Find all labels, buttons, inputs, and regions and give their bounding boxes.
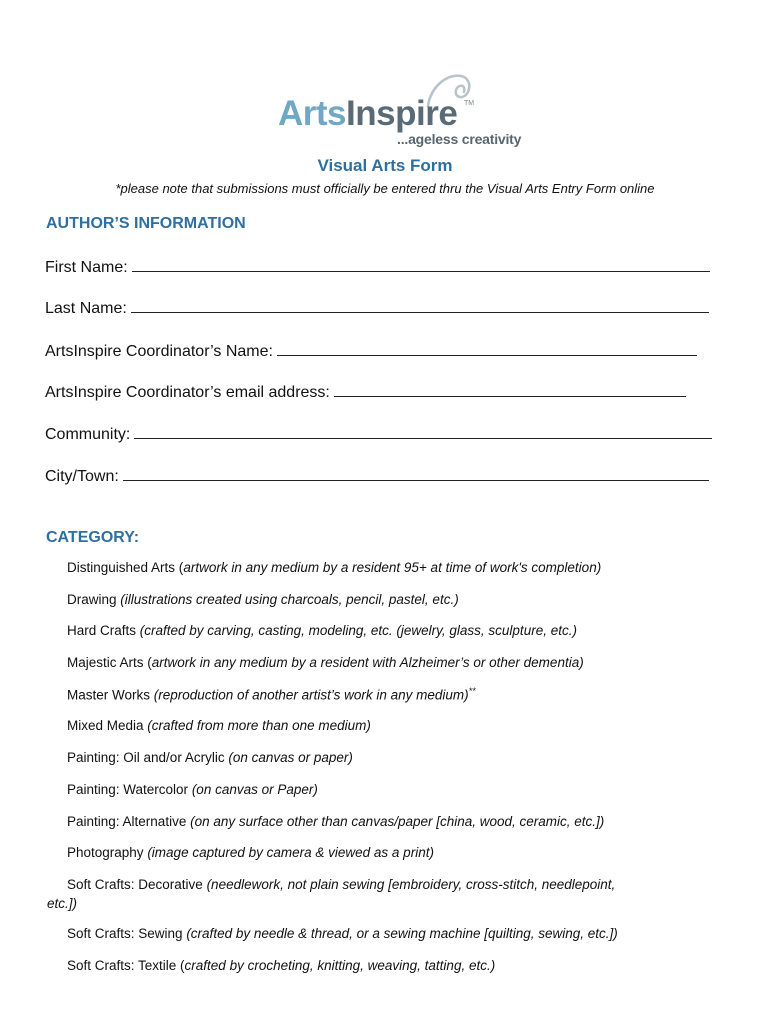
- category-name: Photography: [67, 845, 148, 860]
- first-name-field[interactable]: [45, 257, 710, 277]
- community-blank[interactable]: [134, 424, 712, 439]
- category-name: Hard Crafts: [67, 623, 140, 638]
- logo-tagline: ...ageless creativity: [397, 131, 522, 147]
- category-item-distinguished-arts[interactable]: [67, 560, 601, 575]
- coordinator-name-blank[interactable]: [277, 341, 697, 356]
- category-description: (on canvas or Paper): [191, 782, 318, 797]
- category-name: Painting: Oil and/or Acrylic: [67, 750, 229, 765]
- last-name-field[interactable]: [45, 298, 709, 318]
- logo-trademark: TM: [464, 100, 475, 107]
- logo-arts-text: Arts: [278, 94, 347, 133]
- category-item-soft-crafts-textile[interactable]: [67, 958, 495, 973]
- artsinspire-logo: [276, 70, 536, 150]
- category-description: (image captured by camera & viewed as a print): [147, 845, 434, 860]
- city-town-label: City/Town:: [45, 468, 119, 485]
- category-description: (crafted by needle & thread, or a sewing machine [quilting, sewing, etc.]): [186, 926, 618, 941]
- authors-information-heading: AUTHOR’S INFORMATION: [46, 215, 246, 232]
- category-description: crafted by crocheting, knitting, weaving, tatting, etc.): [184, 958, 496, 973]
- category-item-drawing[interactable]: [67, 592, 459, 607]
- coordinator-name-label: ArtsInspire Coordinator’s Name:: [45, 343, 273, 360]
- category-description: artwork in any medium by a resident 95+ at time of work's completion): [183, 560, 602, 575]
- category-name: Soft Crafts: Textile (: [67, 958, 185, 973]
- category-name: Majestic Arts (: [67, 655, 152, 670]
- category-item-hard-crafts[interactable]: [67, 623, 577, 638]
- first-name-blank[interactable]: [132, 257, 710, 272]
- coordinator-name-field[interactable]: [45, 341, 697, 361]
- category-name: Drawing: [67, 592, 121, 607]
- category-description: (on any surface other than canvas/paper [china, wood, ceramic, etc.]): [190, 814, 605, 829]
- first-name-label: First Name:: [45, 259, 128, 276]
- category-name: Soft Crafts: Sewing: [67, 926, 187, 941]
- category-description: (reproduction of another artist’s work in any medium): [153, 687, 469, 703]
- community-field[interactable]: [45, 424, 712, 444]
- category-name: Painting: Watercolor: [67, 782, 192, 797]
- category-description: (needlework, not plain sewing [embroidery, cross-stitch, needlepoint,: [206, 877, 616, 892]
- category-item-soft-crafts-decorative[interactable]: [67, 877, 615, 892]
- category-heading: CATEGORY:: [46, 529, 140, 546]
- last-name-label: Last Name:: [45, 300, 127, 317]
- form-title: Visual Arts Form: [317, 156, 453, 175]
- category-description: artwork in any medium by a resident with Alzheimer’s or other dementia): [151, 655, 584, 670]
- coordinator-email-blank[interactable]: [334, 382, 686, 397]
- city-town-blank[interactable]: [123, 466, 709, 481]
- category-footnote-mark: **: [468, 686, 476, 696]
- category-description: (crafted from more than one medium): [147, 718, 371, 733]
- logo-wordmark: [278, 96, 457, 131]
- city-town-field[interactable]: [45, 466, 709, 486]
- category-item-painting-alternative[interactable]: [67, 814, 604, 829]
- community-label: Community:: [45, 426, 131, 443]
- category-description-continuation: etc.]): [47, 896, 78, 911]
- coordinator-email-label: ArtsInspire Coordinator’s email address:: [45, 384, 330, 401]
- category-item-majestic-arts[interactable]: [67, 655, 584, 670]
- category-item-soft-crafts-sewing[interactable]: [67, 926, 618, 941]
- category-description: (crafted by carving, casting, modeling, etc. (jewelry, glass, sculpture, etc.): [139, 623, 577, 638]
- category-item-master-works[interactable]: [67, 686, 476, 703]
- category-description: (on canvas or paper): [228, 750, 353, 765]
- last-name-blank[interactable]: [131, 298, 709, 313]
- category-name: Mixed Media: [67, 718, 148, 733]
- category-name: Painting: Alternative: [67, 814, 191, 829]
- category-name: Soft Crafts: Decorative: [67, 877, 207, 892]
- category-item-painting-oil-acrylic[interactable]: [67, 750, 353, 765]
- category-item-photography[interactable]: [67, 845, 434, 860]
- logo-inspire-text: Inspire: [346, 94, 458, 133]
- category-name: Master Works: [67, 687, 154, 703]
- category-item-mixed-media[interactable]: [67, 718, 371, 733]
- category-name: Distinguished Arts (: [67, 560, 184, 575]
- category-description: (illustrations created using charcoals, pencil, pastel, etc.): [120, 592, 459, 607]
- submission-note: *please note that submissions must officially be entered thru the Visual Arts Entry Form online: [115, 181, 655, 196]
- category-item-painting-watercolor[interactable]: [67, 782, 318, 797]
- coordinator-email-field[interactable]: [45, 382, 686, 402]
